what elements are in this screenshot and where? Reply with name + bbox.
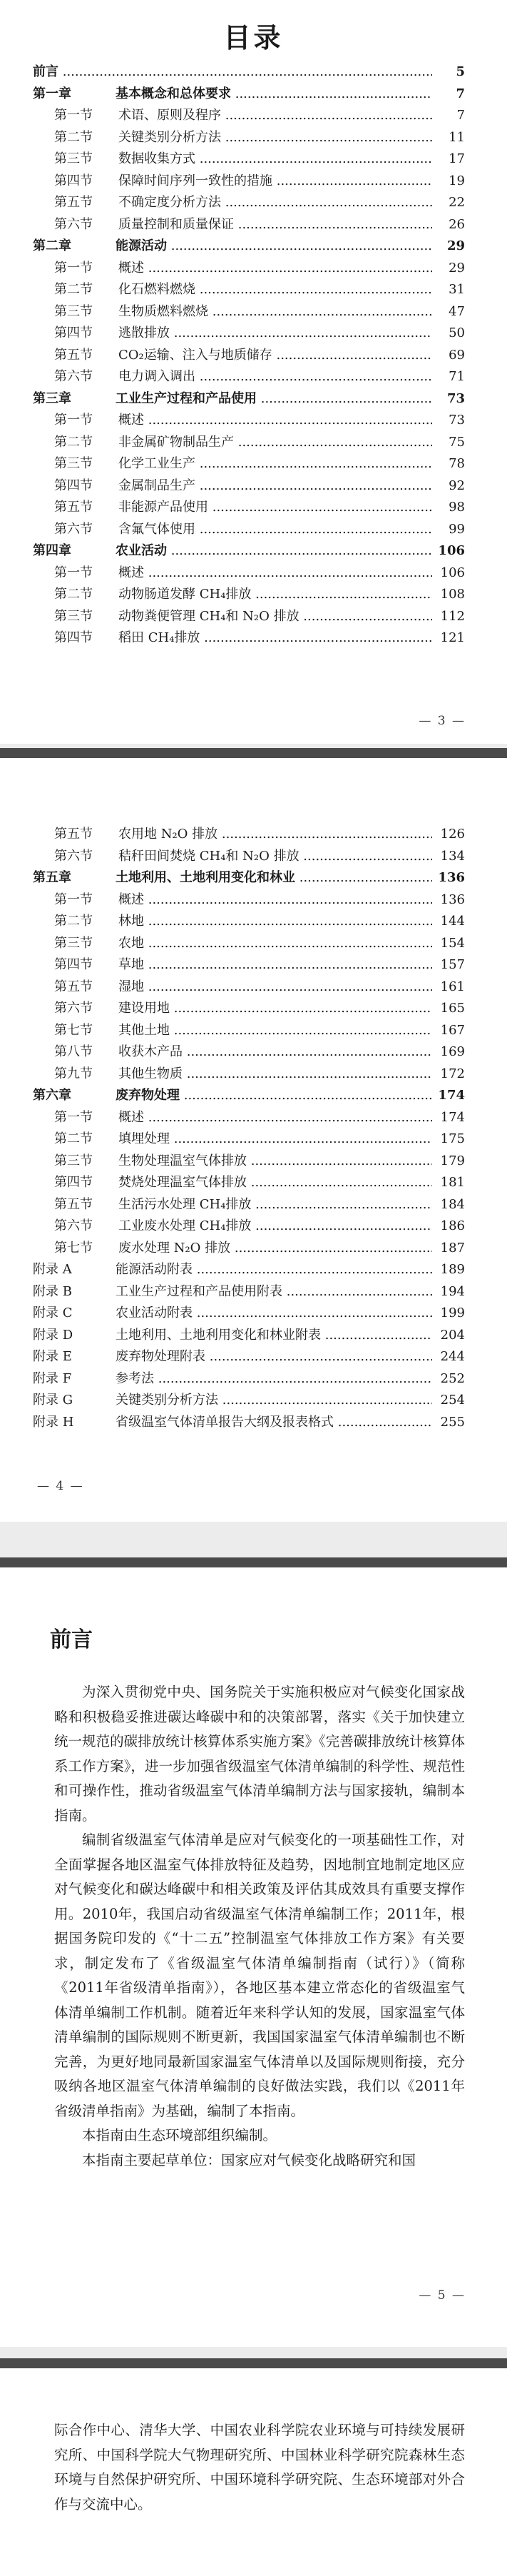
- toc-page-2: [0, 758, 507, 1522]
- preface-paragraph: 际合作中心、清华大学、中国农业科学院农业环境与可持续发展研究所、中国科学院大气物理研究所、中国林业科学研究院森林生态环境与自然保护研究所、中国环境科学研究院、生态环境部对外合作与交流中心。: [54, 2422, 465, 2512]
- toc-entry-label: 第三节: [54, 935, 93, 951]
- toc-entry-label: 第六节: [54, 216, 93, 232]
- toc-entry-label: 第四节: [54, 1175, 93, 1190]
- toc-entry-page: 174: [434, 1107, 465, 1129]
- toc-entry-title: 工业生产过程和产品使用附表 .....: [116, 1281, 432, 1303]
- toc-entry-title: 电力调入调出 .....: [118, 366, 432, 388]
- toc-entry-page: 189: [434, 1259, 465, 1281]
- toc-entry-page: 136: [434, 867, 465, 889]
- toc-entry-title: 概述 .....: [118, 410, 432, 432]
- toc-entry-page: 144: [434, 911, 465, 933]
- toc-entry-label: 第五节: [54, 979, 93, 994]
- toc-section-entry[interactable]: [33, 366, 465, 388]
- toc-section-entry[interactable]: [33, 1151, 465, 1173]
- preface-paragraph: 本指南主要起草单位：国家应对气候变化战略研究和国: [82, 2151, 416, 2168]
- toc-entry-label: 第一章: [33, 86, 71, 101]
- toc-entry-label: 附录 H: [33, 1414, 74, 1430]
- toc-entry-page: 254: [434, 1390, 465, 1412]
- toc-entry-title: 参考法 .....: [116, 1368, 432, 1390]
- toc-entry-page: 252: [434, 1368, 465, 1390]
- toc-entry-label: 附录 A: [33, 1262, 72, 1277]
- toc-entry-title: 含氟气体使用 .....: [118, 519, 432, 541]
- toc-entry-title: 稻田 CH₄排放 .....: [118, 627, 432, 650]
- toc-entry-title: 概述 .....: [118, 258, 432, 280]
- toc-appendix-entry[interactable]: [33, 1368, 465, 1390]
- toc-entry-page: 106: [434, 562, 465, 585]
- toc-section-entry[interactable]: [33, 584, 465, 606]
- toc-list: [33, 61, 465, 650]
- toc-entry-page: 22: [434, 192, 465, 214]
- toc-section-entry[interactable]: [33, 301, 465, 323]
- toc-page-1: [0, 0, 507, 744]
- toc-entry-label: 第四节: [54, 630, 93, 645]
- toc-entry-page: 204: [434, 1325, 465, 1347]
- toc-entry-label: 附录 B: [33, 1283, 72, 1299]
- toc-entry-label: 第七节: [54, 1022, 93, 1038]
- toc-entry-title: 化学工业生产 .....: [118, 453, 432, 475]
- toc-section-entry[interactable]: [33, 889, 465, 911]
- toc-entry-label: 第一节: [54, 413, 93, 428]
- page-separator: [0, 2347, 507, 2368]
- toc-entry-label: 第五节: [54, 1196, 93, 1212]
- toc-entry-title: 收获木产品 .....: [118, 1041, 432, 1064]
- preface-body: [54, 1680, 465, 2173]
- toc-entry-label: 第二章: [33, 238, 71, 253]
- toc-entry-page: 7: [434, 105, 465, 127]
- toc-entry-page: 99: [434, 519, 465, 541]
- toc-entry-title: 农业活动 .....: [116, 540, 432, 562]
- toc-section-entry[interactable]: [33, 171, 465, 193]
- toc-section-entry[interactable]: [33, 1238, 465, 1260]
- toc-entry-title: 能源活动附表 .....: [116, 1259, 432, 1281]
- toc-entry-title: 湿地 .....: [118, 976, 432, 999]
- toc-entry-label: 第四节: [54, 173, 93, 188]
- toc-section-entry[interactable]: [33, 192, 465, 214]
- toc-entry-page: 26: [434, 214, 465, 236]
- toc-entry-label: 第二节: [54, 1131, 93, 1146]
- toc-entry-title: 生物处理温室气体排放 .....: [118, 1151, 432, 1173]
- preface-page: [0, 1567, 507, 2347]
- toc-section-entry[interactable]: [33, 1194, 465, 1216]
- toc-entry-label: 第六节: [54, 848, 93, 864]
- toc-appendix-entry[interactable]: [33, 1412, 465, 1434]
- toc-entry-page: 71: [434, 366, 465, 388]
- toc-entry-title: 秸秆田间焚烧 CH₄和 N₂O 排放 .....: [118, 846, 432, 868]
- toc-entry-title: 关键类别分析方法 .....: [118, 127, 432, 149]
- toc-entry-title: 非金属矿物制品生产 .....: [118, 432, 432, 454]
- toc-entry-label: 第一节: [54, 260, 93, 276]
- toc-entry-title: 林地 .....: [118, 911, 432, 933]
- toc-entry-page: 255: [434, 1412, 465, 1434]
- toc-section-entry[interactable]: [33, 846, 465, 868]
- toc-chapter-entry[interactable]: [33, 84, 465, 106]
- toc-entry-label: 第六节: [54, 369, 93, 384]
- toc-appendix-entry[interactable]: [33, 1390, 465, 1412]
- toc-entry-page: 31: [434, 279, 465, 301]
- toc-entry-page: 136: [434, 889, 465, 911]
- toc-entry-title: 概述 .....: [118, 1107, 432, 1129]
- toc-entry-label: 第九节: [54, 1066, 93, 1081]
- toc-entry-page: 179: [434, 1151, 465, 1173]
- toc-entry-page: 106: [434, 540, 465, 562]
- toc-section-entry[interactable]: [33, 410, 465, 432]
- toc-entry-label: 第一节: [54, 892, 93, 907]
- toc-entry-page: 73: [434, 410, 465, 432]
- toc-entry-page: 169: [434, 1041, 465, 1064]
- toc-entry-title: 概述 .....: [118, 889, 432, 911]
- toc-entry-label: 第二节: [54, 587, 93, 602]
- toc-entry-label: 第三节: [54, 456, 93, 471]
- toc-entry-title: 不确定度分析方法 .....: [118, 192, 432, 214]
- toc-entry-page: 186: [434, 1216, 465, 1238]
- toc-appendix-entry[interactable]: [33, 1281, 465, 1303]
- toc-entry-title: 其他生物质 .....: [118, 1064, 432, 1086]
- preface-page-continued: [0, 2368, 507, 2576]
- toc-section-entry[interactable]: [33, 1172, 465, 1194]
- page-number: — 5 —: [419, 2288, 466, 2303]
- toc-entry-title: 草地 .....: [118, 954, 432, 976]
- toc-entry-label: 第三节: [54, 151, 93, 166]
- toc-section-entry[interactable]: [33, 345, 465, 367]
- toc-entry-label: 第二节: [54, 129, 93, 145]
- toc-entry-title: 生活污水处理 CH₄排放 .....: [118, 1194, 432, 1216]
- toc-entry-title: 焚烧处理温室气体排放 .....: [118, 1172, 432, 1194]
- toc-entry-page: 92: [434, 475, 465, 497]
- toc-entry-title: 农用地 N₂O 排放 .....: [118, 824, 432, 846]
- toc-entry-page: 121: [434, 627, 465, 650]
- toc-entry-page: 98: [434, 497, 465, 519]
- toc-entry-page: 172: [434, 1064, 465, 1086]
- toc-entry-page: 161: [434, 976, 465, 999]
- toc-entry-title: 土地利用、土地利用变化和林业附表 .....: [116, 1325, 432, 1347]
- toc-entry-title: 农地 .....: [118, 933, 432, 955]
- toc-entry-label: 第一节: [54, 565, 93, 580]
- toc-entry-page: 154: [434, 933, 465, 955]
- toc-appendix-entry[interactable]: [33, 1325, 465, 1347]
- preface-body: [54, 2418, 465, 2517]
- toc-entry-title: 概述 .....: [118, 562, 432, 585]
- toc-entry-title: 能源活动 .....: [116, 236, 432, 258]
- toc-entry-page: 11: [434, 127, 465, 149]
- toc-section-entry[interactable]: [33, 453, 465, 475]
- toc-preface-entry[interactable]: [33, 61, 465, 84]
- toc-entry-page: 29: [434, 236, 465, 258]
- toc-entry-title: 逃散排放 .....: [118, 323, 432, 345]
- preface-heading: 前言: [50, 1627, 93, 1652]
- toc-entry-title: 基本概念和总体要求 .....: [116, 84, 432, 106]
- toc-entry-title: 工业生产过程和产品使用 .....: [116, 388, 432, 410]
- toc-section-entry[interactable]: [33, 998, 465, 1020]
- toc-entry-label: 第四章: [33, 543, 71, 558]
- toc-entry-page: 244: [434, 1346, 465, 1368]
- toc-chapter-entry[interactable]: [33, 540, 465, 562]
- toc-section-entry[interactable]: [33, 1020, 465, 1042]
- toc-entry-title: 工业废水处理 CH₄排放 .....: [118, 1216, 432, 1238]
- toc-entry-label: 第一节: [54, 1109, 93, 1125]
- toc-section-entry[interactable]: [33, 214, 465, 236]
- toc-entry-page: 29: [434, 258, 465, 280]
- toc-entry-page: 7: [434, 84, 465, 106]
- toc-entry-label: 附录 F: [33, 1370, 72, 1386]
- toc-section-entry[interactable]: [33, 824, 465, 846]
- toc-entry-label: 第五节: [54, 827, 93, 842]
- toc-entry-label: 第七节: [54, 1240, 93, 1256]
- toc-entry-title: 动物肠道发酵 CH₄排放 .....: [118, 584, 432, 606]
- toc-chapter-entry[interactable]: [33, 867, 465, 889]
- toc-entry-title: 其他土地 .....: [118, 1020, 432, 1042]
- preface-paragraph: 编制省级温室气体清单是应对气候变化的一项基础性工作，对全面掌握各地区温室气体排放特征及趋势，因地制宜地制定地区应对气候变化和碳达峰碳中和相关政策及评估其成效具有重要支撑作用。2010年，我国启动省级温室气体清单编制工作；2011年，根据国务院印发的《“十二五”控制温室气体排放工作方案》有关要求，制定发布了《省级温室气体清单编制指南（试行）》（简称《2011年省级清单指南》），各地区基本建立常态化的省级温室气体清单编制工作机制。随着近年来科学认知的发展，国家温室气体清单编制的国际规则不断更新，我国国家温室气体清单编制也不断完善，为更好地同最新国家温室气体清单以及国际规则衔接，充分吸纳各地区温室气体清单编制的良好做法实践，我们以《2011年省级清单指南》为基础，编制了本指南。: [54, 1832, 465, 2119]
- toc-entry-title: 废弃物处理附表 .....: [116, 1346, 432, 1368]
- toc-section-entry[interactable]: [33, 976, 465, 999]
- toc-entry-title: 废水处理 N₂O 排放 .....: [118, 1238, 432, 1260]
- toc-section-entry[interactable]: [33, 954, 465, 976]
- preface-paragraph: 本指南由生态环境部组织编制。: [82, 2127, 277, 2143]
- toc-entry-page: 50: [434, 323, 465, 345]
- toc-section-entry[interactable]: [33, 627, 465, 650]
- toc-section-entry[interactable]: [33, 911, 465, 933]
- toc-entry-label: 第三节: [54, 1153, 93, 1168]
- toc-entry-page: 19: [434, 171, 465, 193]
- toc-entry-label: 第一节: [54, 108, 93, 123]
- toc-appendix-entry[interactable]: [33, 1346, 465, 1368]
- toc-section-entry[interactable]: [33, 562, 465, 585]
- page-separator: [0, 744, 507, 758]
- toc-entry-title: 农业活动附表 .....: [116, 1303, 432, 1325]
- toc-section-entry[interactable]: [33, 279, 465, 301]
- toc-section-entry[interactable]: [33, 1064, 465, 1086]
- toc-entry-title: 填埋处理 .....: [118, 1128, 432, 1151]
- toc-list: [33, 824, 465, 1433]
- toc-entry-label: 第六节: [54, 1001, 93, 1016]
- toc-entry-label: 第五章: [33, 870, 71, 885]
- toc-section-entry[interactable]: [33, 432, 465, 454]
- toc-entry-page: 108: [434, 584, 465, 606]
- toc-entry-title: CO₂运输、注入与地质储存 .....: [118, 345, 432, 367]
- toc-appendix-entry[interactable]: [33, 1259, 465, 1281]
- toc-entry-label: 第二节: [54, 914, 93, 929]
- toc-entry-label: 第六章: [33, 1088, 71, 1103]
- toc-entry-page: 174: [434, 1085, 465, 1107]
- toc-entry-label: 第六节: [54, 1218, 93, 1233]
- toc-entry-label: 第五节: [54, 195, 93, 210]
- toc-entry-title: 省级温室气体清单报告大纲及报表格式 .....: [116, 1412, 432, 1434]
- toc-entry-page: 181: [434, 1172, 465, 1194]
- toc-entry-title: 化石燃料燃烧 .....: [118, 279, 432, 301]
- toc-entry-page: 78: [434, 453, 465, 475]
- toc-entry-label: 附录 C: [33, 1305, 73, 1320]
- toc-entry-label: 第二节: [54, 282, 93, 297]
- toc-entry-title: 建设用地 .....: [118, 998, 432, 1020]
- toc-entry-page: 75: [434, 432, 465, 454]
- toc-section-entry[interactable]: [33, 127, 465, 149]
- toc-section-entry[interactable]: [33, 475, 465, 497]
- page-number: — 4 —: [37, 1479, 84, 1493]
- toc-entry-label: 第三节: [54, 608, 93, 624]
- toc-entry-title: 非能源产品使用 .....: [118, 497, 432, 519]
- toc-entry-page: 17: [434, 148, 465, 171]
- toc-entry-label: 第三节: [54, 303, 93, 319]
- toc-entry-title: 保障时间序列一致性的措施 .....: [118, 171, 432, 193]
- toc-section-entry[interactable]: [33, 258, 465, 280]
- toc-entry-page: 157: [434, 954, 465, 976]
- toc-entry-label: 第四节: [54, 478, 93, 493]
- toc-entry-title: 前言 .....: [33, 61, 432, 84]
- toc-entry-title: 质量控制和质量保证 .....: [118, 214, 432, 236]
- toc-entry-title: 数据收集方式 .....: [118, 148, 432, 171]
- toc-entry-label: 第四节: [54, 957, 93, 972]
- toc-entry-page: 134: [434, 846, 465, 868]
- toc-entry-label: 第二节: [54, 434, 93, 450]
- toc-section-entry[interactable]: [33, 105, 465, 127]
- toc-entry-page: 199: [434, 1303, 465, 1325]
- toc-entry-label: 第八节: [54, 1044, 93, 1059]
- toc-section-entry[interactable]: [33, 497, 465, 519]
- toc-entry-page: 47: [434, 301, 465, 323]
- toc-entry-label: 第四节: [54, 325, 93, 340]
- toc-entry-page: 126: [434, 824, 465, 846]
- toc-section-entry[interactable]: [33, 1041, 465, 1064]
- preface-paragraph: 为深入贯彻党中央、国务院关于实施积极应对气候变化国家战略和积极稳妥推进碳达峰碳中和的决策部署，落实《关于加快建立统一规范的碳排放统计核算体系实施方案》《完善碳排放统计核算体系工作方案》，进一步加强省级温室气体清单编制的科学性、规范性和可操作性，推动省级温室气体清单编制方法与国家接轨，编制本指南。: [54, 1684, 465, 1824]
- toc-appendix-entry[interactable]: [33, 1303, 465, 1325]
- toc-title: 目录: [223, 21, 284, 54]
- toc-section-entry[interactable]: [33, 148, 465, 171]
- toc-section-entry[interactable]: [33, 933, 465, 955]
- toc-entry-title: 金属制品生产 .....: [118, 475, 432, 497]
- toc-entry-title: 生物质燃料燃烧 .....: [118, 301, 432, 323]
- toc-entry-page: 167: [434, 1020, 465, 1042]
- toc-entry-label: 第三章: [33, 390, 71, 406]
- toc-entry-page: 165: [434, 998, 465, 1020]
- toc-entry-title: 关键类别分析方法 .....: [116, 1390, 432, 1412]
- toc-entry-page: 73: [434, 388, 465, 410]
- page-separator: [0, 1522, 507, 1567]
- toc-entry-page: 175: [434, 1128, 465, 1151]
- toc-entry-title: 动物粪便管理 CH₄和 N₂O 排放 .....: [118, 606, 432, 628]
- toc-entry-page: 69: [434, 345, 465, 367]
- toc-entry-label: 第五节: [54, 347, 93, 363]
- toc-entry-page: 184: [434, 1194, 465, 1216]
- toc-section-entry[interactable]: [33, 606, 465, 628]
- toc-entry-title: 废弃物处理 .....: [116, 1085, 432, 1107]
- toc-entry-page: 112: [434, 606, 465, 628]
- toc-entry-label: 第五节: [54, 500, 93, 515]
- toc-section-entry[interactable]: [33, 1107, 465, 1129]
- toc-section-entry[interactable]: [33, 519, 465, 541]
- toc-section-entry[interactable]: [33, 323, 465, 345]
- toc-entry-label: 附录 G: [33, 1393, 73, 1408]
- toc-entry-label: 附录 D: [33, 1327, 73, 1343]
- toc-section-entry[interactable]: [33, 1216, 465, 1238]
- toc-entry-title: 土地利用、土地利用变化和林业 .....: [116, 867, 432, 889]
- toc-entry-page: 5: [434, 61, 465, 84]
- toc-chapter-entry[interactable]: [33, 1085, 465, 1107]
- toc-entry-label: 第六节: [54, 521, 93, 537]
- page-number: — 3 —: [419, 714, 466, 728]
- toc-entry-title: 术语、原则及程序 .....: [118, 105, 432, 127]
- toc-entry-label: 附录 E: [33, 1349, 72, 1364]
- toc-entry-page: 194: [434, 1281, 465, 1303]
- toc-entry-page: 187: [434, 1238, 465, 1260]
- toc-section-entry[interactable]: [33, 1128, 465, 1151]
- toc-chapter-entry[interactable]: [33, 388, 465, 410]
- toc-chapter-entry[interactable]: [33, 236, 465, 258]
